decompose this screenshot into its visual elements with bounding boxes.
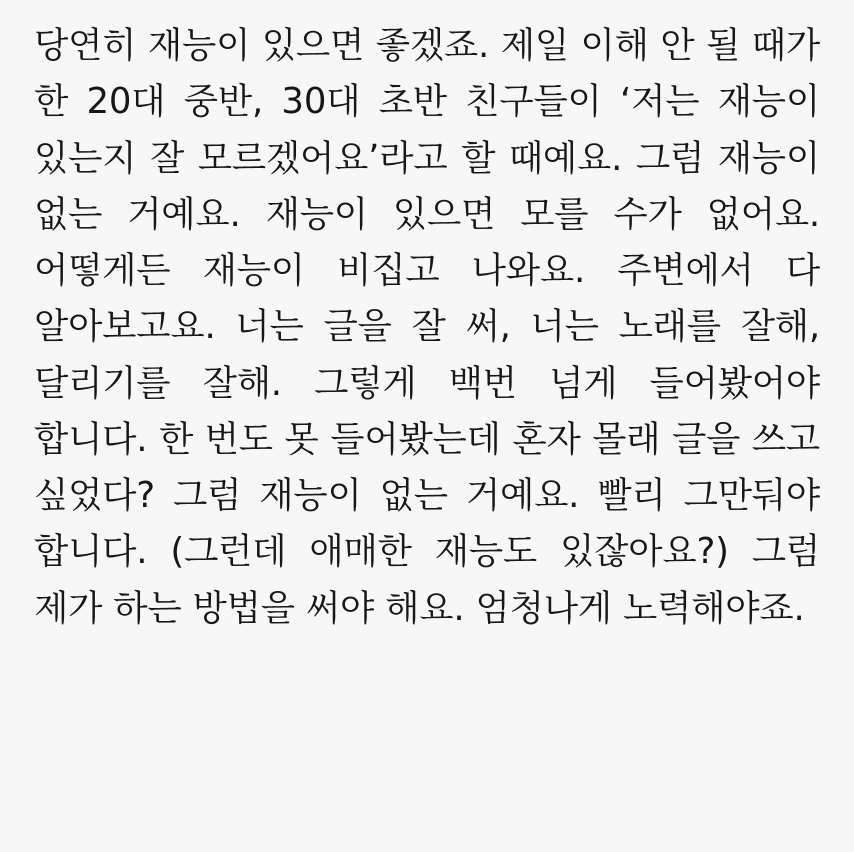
passage-text: 당연히 재능이 있으면 좋겠죠. 제일 이해 안 될 때가 한 20대 중반, 30대 초반 친구들이 ‘저는 재능이 있는지 잘 모르겠어요’라고 할 때예요. 그럼 재능이 없는 거예요. 재능이 있으면 모를 수가 없어요. 어떻게든 재능이 비집고 나와요. 주변에서 다 알아보고요. 너는 글을 잘 써, 너는 노래를 잘해, 달리기를 잘해. 그렇게 백번 넘게 들어봤어야 합니다. 한 번도 못 들어봤는데 혼자 몰래 글을 쓰고 싶었다? 그럼 재능이 없는 거예요. 빨리 그만둬야 합니다. (그런데 애매한 재능도 있잖아요?) 그럼 제가 하는 방법을 써야 해요. 엄청나게 노력해야죠. xyxy=(34,25,832,629)
